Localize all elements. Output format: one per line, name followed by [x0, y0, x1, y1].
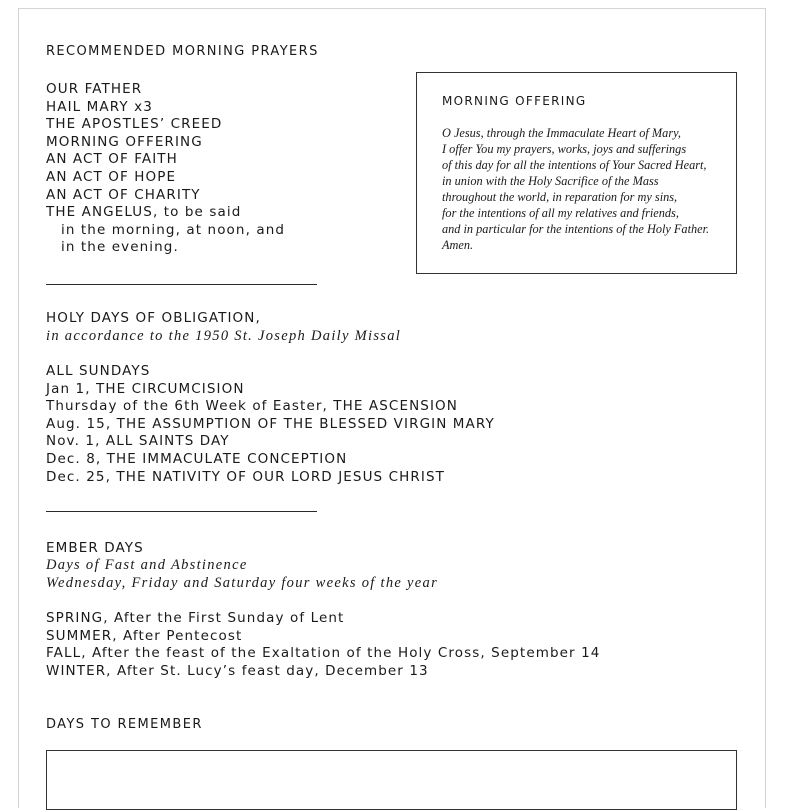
prayer-item: MORNING OFFERING	[46, 133, 203, 150]
holy-day-item: Thursday of the 6th Week of Easter, THE ASCENSION	[46, 398, 458, 415]
holy-days-heading: HOLY DAYS OF OBLIGATION,	[46, 310, 261, 326]
prayer-item: AN ACT OF CHARITY	[46, 186, 201, 203]
ember-days-heading: EMBER DAYS	[46, 540, 144, 556]
section-divider	[46, 284, 317, 285]
offering-title: MORNING OFFERING	[442, 94, 587, 108]
holy-day-item: Dec. 8, THE IMMACULATE CONCEPTION	[46, 450, 348, 467]
ember-days-list	[46, 610, 600, 680]
offering-line: I offer You my prayers, works, joys and sufferings	[442, 142, 687, 156]
ember-day-item: WINTER, After St. Lucy’s feast day, December 13	[46, 662, 429, 679]
offering-line: in union with the Holy Sacrifice of the Mass	[442, 174, 659, 188]
prayer-item: THE APOSTLES’ CREED	[46, 116, 223, 133]
offering-line: Amen.	[442, 238, 474, 252]
section-divider	[46, 511, 317, 512]
offering-line: of this day for all the intentions of Your Sacred Heart,	[442, 158, 707, 172]
morning-offering-box	[416, 72, 737, 274]
offering-line: for the intentions of all my relatives and friends,	[442, 206, 679, 220]
prayer-item: AN ACT OF HOPE	[46, 168, 177, 185]
days-to-remember-box	[46, 750, 737, 810]
ember-day-item: FALL, After the feast of the Exaltation of the Holy Cross, September 14	[46, 645, 601, 662]
prayer-item: OUR FATHER	[46, 81, 143, 97]
holy-day-item: Nov. 1, ALL SAINTS DAY	[46, 433, 230, 450]
prayers-list	[46, 81, 285, 257]
prayers-heading: RECOMMENDED MORNING PRAYERS	[46, 44, 319, 59]
prayer-item-continuation: in the evening.	[61, 239, 179, 256]
prayer-item: AN ACT OF FAITH	[46, 151, 178, 168]
prayer-item: THE ANGELUS, to be said	[46, 204, 242, 221]
prayer-item-continuation: in the morning, at noon, and	[61, 221, 286, 238]
days-to-remember-heading: DAYS TO REMEMBER	[46, 717, 203, 732]
holy-day-item: ALL SUNDAYS	[46, 363, 151, 379]
ember-days-subtitle: Days of Fast and Abstinence	[46, 557, 248, 573]
offering-line: throughout the world, in reparation for my sins,	[442, 190, 678, 204]
holy-days-list	[46, 363, 495, 486]
ember-day-item: SUMMER, After Pentecost	[46, 627, 243, 644]
ember-days-description: Wednesday, Friday and Saturday four weeks of the year	[46, 575, 439, 591]
prayer-item: HAIL MARY x3	[46, 98, 153, 115]
holy-day-item: Dec. 25, THE NATIVITY OF OUR LORD JESUS CHRIST	[46, 468, 445, 485]
offering-line: and in particular for the intentions of the Holy Father.	[442, 222, 710, 236]
holy-day-item: Aug. 15, THE ASSUMPTION OF THE BLESSED VIRGIN MARY	[46, 415, 495, 432]
holy-day-item: Jan 1, THE CIRCUMCISION	[46, 380, 245, 397]
offering-line: O Jesus, through the Immaculate Heart of Mary,	[442, 126, 681, 140]
holy-days-subtitle: in accordance to the 1950 St. Joseph Daily Missal	[46, 328, 402, 344]
ember-day-item: SPRING, After the First Sunday of Lent	[46, 610, 345, 626]
offering-text	[442, 125, 709, 253]
